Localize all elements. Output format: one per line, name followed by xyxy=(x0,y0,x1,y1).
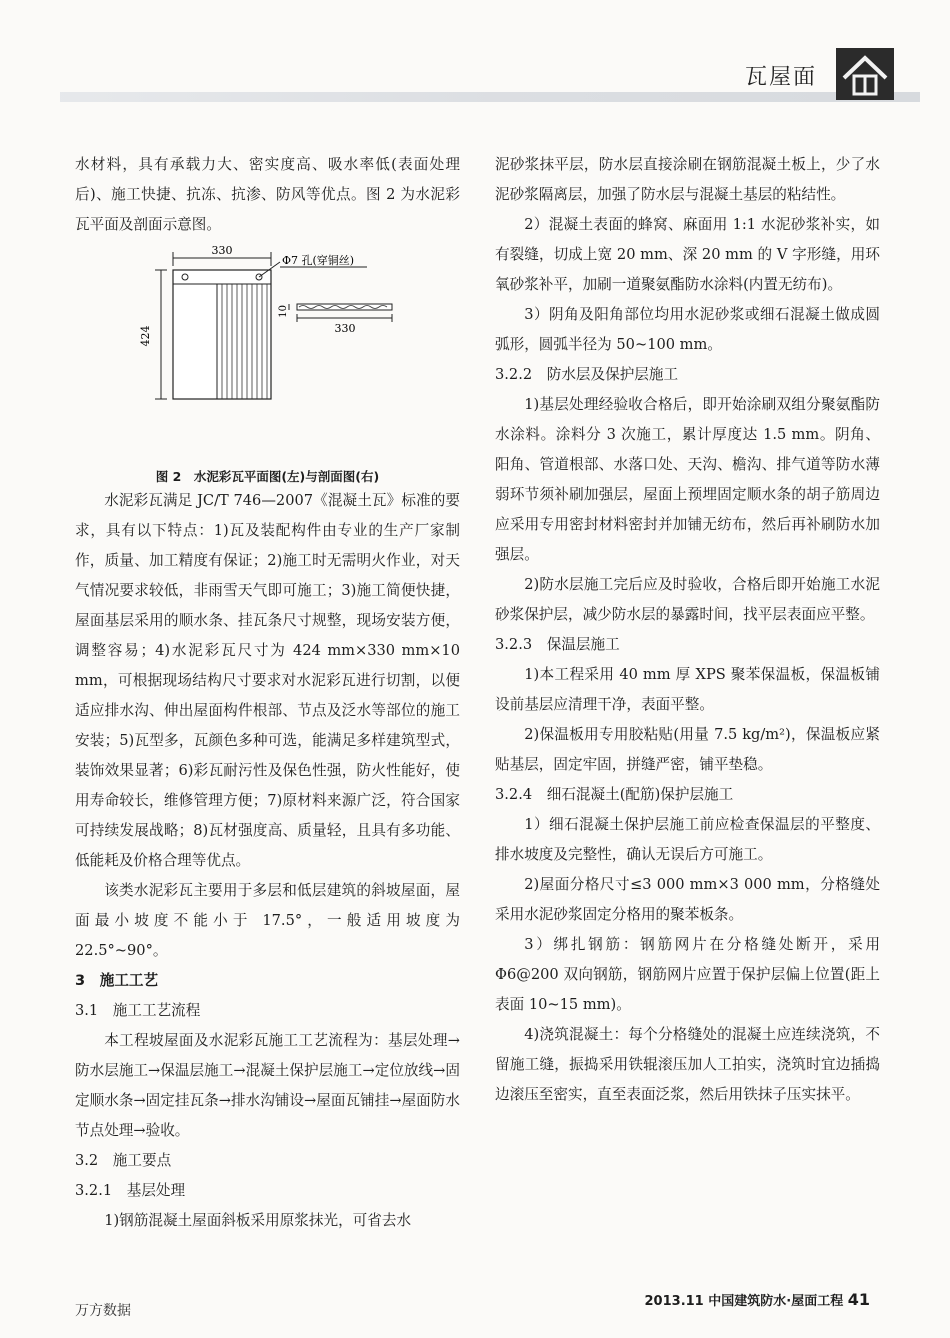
heading-3: 3 施工工艺 xyxy=(75,972,159,989)
paragraph: 水材料，具有承载力大、密实度高、吸水率低(表面处理后)、施工快捷、抗冻、抗渗、防风等优点。图 2 为水泥彩瓦平面及剖面示意图。 xyxy=(75,156,460,233)
issue-label: 2013.11 中国建筑防水·屋面工程 xyxy=(644,1294,844,1309)
heading-3-2-2: 3.2.2 防水层及保护层施工 xyxy=(495,366,679,383)
dim-top: 330 xyxy=(211,244,233,257)
paragraph: 1）细石混凝土保护层施工前应检查保温层的平整度、排水坡度及完整性，确认无误后方可施工。 xyxy=(495,816,880,863)
section-width: 330 xyxy=(334,322,356,335)
paragraph: 泥砂浆抹平层，防水层直接涂刷在钢筋混凝土板上，少了水泥砂浆隔离层，加强了防水层与混凝土基层的粘结性。 xyxy=(495,156,880,203)
tile-drawing xyxy=(75,244,460,459)
paragraph: 4)浇筑混凝土：每个分格缝处的混凝土应连续浇筑，不留施工缝，振捣采用铁辊滚压加人工拍实，浇筑时宜边插捣边滚压至密实，直至表面泛浆，然后用铁抹子压实抹平。 xyxy=(495,1026,880,1103)
heading-3-2-4: 3.2.4 细石混凝土(配筋)保护层施工 xyxy=(495,786,734,803)
paragraph: 1)钢筋混凝土屋面斜板采用原浆抹光，可省去水 xyxy=(104,1212,412,1229)
dim-side: 424 xyxy=(139,325,152,347)
heading-3-2-1: 3.2.1 基层处理 xyxy=(75,1182,186,1199)
heading-3-1: 3.1 施工工艺流程 xyxy=(75,1002,201,1019)
paragraph: 1)基层处理经验收合格后，即开始涂刷双组分聚氨酯防水涂料。涂料分 3 次施工，累计厚度达 1.5 mm。阴角、阳角、管道根部、水落口处、天沟、檐沟、排气道等防水薄弱环节须补刷加强层，屋面上预埋固定顺水条的胡子筋周边应采用专用密封材料密封并加铺无纺布，然后再补刷防水加强层。 xyxy=(495,396,880,563)
paragraph: 2)保温板用专用胶粘贴(用量 7.5 kg/m²)，保温板应紧贴基层，固定牢固，拼缝严密，铺平垫稳。 xyxy=(495,726,880,773)
header-band xyxy=(60,92,920,102)
paragraph: 3）绑扎钢筋：钢筋网片在分格缝处断开，采用 Φ6@200 双向钢筋，钢筋网片应置于保护层偏上位置(距上表面 10~15 mm)。 xyxy=(495,936,880,1013)
section-title: 瓦屋面 xyxy=(745,65,818,90)
heading-3-2-3: 3.2.3 保温层施工 xyxy=(495,636,620,653)
figure-caption: 图 2 水泥彩瓦平面图(左)与剖面图(右) xyxy=(155,469,380,484)
right-column xyxy=(495,150,880,1110)
paragraph: 本工程坡屋面及水泥彩瓦施工工艺流程为：基层处理→防水层施工→保温层施工→混凝土保护层施工→定位放线→固定顺水条→固定挂瓦条→排水沟铺设→屋面瓦铺挂→屋面防水节点处理→验收。 xyxy=(75,1032,460,1139)
paragraph: 水泥彩瓦满足 JC/T 746—2007《混凝土瓦》标准的要求，具有以下特点：1)瓦及装配构件由专业的生产厂家制作，质量、加工精度有保证；2)施工时无需明火作业，对天气情况要求较低，非雨雪天气即可施工；3)施工简便快捷，屋面基层采用的顺水条、挂瓦条尺寸规整，现场安装方便，调整容易；4)水泥彩瓦尺寸为 424 mm×330 mm×10 mm，可根据现场结构尺寸要求对水泥彩瓦进行切割，以便适应排水沟、伸出屋面构件根部、节点及泛水等部位的施工安装；5)瓦型多，瓦颜色多种可选，能满足多样建筑型式，装饰效果显著；6)彩瓦耐污性及保色性强，防火性能好，使用寿命较长，维修管理方便；7)原材料来源广泛，符合国家可持续发展战略；8)瓦材强度高、质量轻，且具有多功能、低能耗及价格合理等优点。 xyxy=(75,492,460,869)
heading-3-2: 3.2 施工要点 xyxy=(75,1152,172,1169)
left-column xyxy=(75,150,460,1236)
page-number: 41 xyxy=(847,1290,870,1309)
page-footer xyxy=(645,1290,870,1309)
paragraph: 2)防水层施工完后应及时验收，合格后即开始施工水泥砂浆保护层，减少防水层的暴露时间，找平层表面应平整。 xyxy=(495,576,880,623)
paragraph: 1)本工程采用 40 mm 厚 XPS 聚苯保温板，保温板铺设前基层应清理干净，表面平整。 xyxy=(495,666,880,713)
paragraph: 该类水泥彩瓦主要用于多层和低层建筑的斜坡屋面，屋面最小坡度不能小于 17.5°，一般适用坡度为 22.5°~90°。 xyxy=(75,882,460,959)
hole-label: Φ7 孔(穿铜丝) xyxy=(282,254,355,267)
section-thickness: 10 xyxy=(278,305,289,318)
watermark: 万方数据 xyxy=(75,1303,131,1319)
figure-2 xyxy=(75,244,460,484)
paragraph: 2)屋面分格尺寸≤3 000 mm×3 000 mm，分格缝处采用水泥砂浆固定分格用的聚苯板条。 xyxy=(495,876,880,923)
paragraph: 2）混凝土表面的蜂窝、麻面用 1:1 水泥砂浆补实，如有裂缝，切成上宽 20 mm、深 20 mm 的 V 字形缝，用环氧砂浆补平，加刷一道聚氨酯防水涂料(内置无纺布)。 xyxy=(495,216,880,293)
house-icon xyxy=(836,48,894,100)
paragraph: 3）阴角及阳角部位均用水泥砂浆或细石混凝土做成圆弧形，圆弧半径为 50~100 mm。 xyxy=(495,306,880,353)
